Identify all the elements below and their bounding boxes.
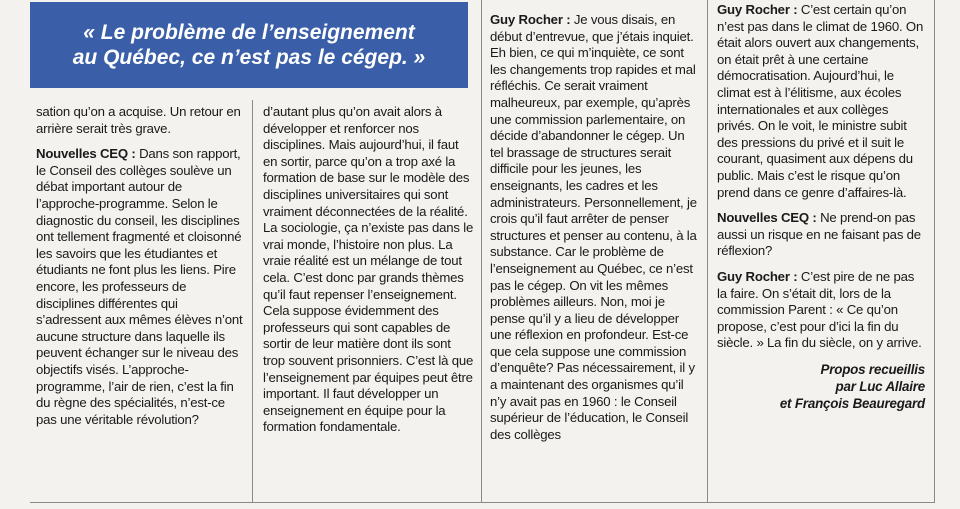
paragraph-text: d’autant plus qu’on avait alors à développer et renforcer nos disciplines. Mais aujourd’hui, il faut en sortir, parce qu’on a trop axé la formation de base sur le modèle des disciplines universitaires qui sont vraiment déconnectées de la réalité. La sociologie, ça n’existe pas dans le vrai monde, l’histoire non plus. La vraie réalité est un mélange de tout cela. C’est donc par grands thèmes qu’il faut repenser l’enseignement. Cela suppose évidemment des professeurs qui sont capables de sortir de leur matière dont ils sont trop souvent prisonniers. C’est là que l’enseignement par équipes peut être important. Il faut développer un enseignement en équipe pour la formation fondamentale. — [263, 104, 474, 435]
paragraph — [263, 104, 475, 436]
column-4 — [717, 2, 925, 412]
paragraph-text: C’est pire de ne pas la faire. On s’était dit, lors de la commission Parent : « Ce qu’on propose, c’est pour d’ici la fin du siècle. » La fin du siècle, on y arrive. — [717, 268, 922, 351]
pull-quote — [30, 2, 468, 88]
speaker-label: Guy Rocher : — [717, 268, 798, 284]
column-1 — [36, 104, 246, 437]
credits-line-1: Propos recueillis — [820, 361, 925, 377]
pull-quote-line-1: « Le problème de l’enseignement — [83, 21, 415, 44]
paragraph-text: C’est certain qu’on n’est pas dans le climat de 1960. On était alors ouvert aux changements, on était prêt à une certaine démocratisation. Aujourd’hui, le climat est à l’élitisme, aux écoles internationales et aux collèges privés. On le voit, le ministre subit des pressions du privé et il suit le courant, quasiment aux dépens du public. Mais c’est le risque qu’on prend dans ce genre d’affaires-là. — [717, 2, 924, 200]
column-3 — [490, 12, 698, 443]
paragraph-text: Ne prend-on pas aussi un risque en ne faisant pas de réflexion? — [717, 210, 921, 259]
paragraph — [717, 269, 925, 352]
column-divider — [252, 100, 253, 502]
credits-line-2: par Luc Allaire — [835, 378, 925, 394]
paragraph — [717, 210, 925, 260]
bottom-rule — [30, 502, 935, 503]
paragraph — [36, 104, 246, 137]
page-edge-rule — [934, 0, 935, 502]
speaker-label: Guy Rocher : — [490, 12, 571, 27]
speaker-label: Nouvelles CEQ : — [717, 210, 817, 226]
paragraph — [717, 2, 925, 201]
paragraph — [490, 12, 698, 443]
credits-line-3: et François Beauregard — [779, 395, 925, 411]
column-divider — [481, 0, 482, 502]
column-divider — [707, 0, 708, 502]
paragraph-text: Dans son rapport, le Conseil des collèges soulève un débat important autour de l’approche-programme. Selon le diagnostic du conseil, les disciplines ont tellement fragmenté et cloisonné les savoirs que les étudiantes et étudiants ne font plus les liens. Pire encore, les professeurs de disciplines différentes qui s’adressent aux mêmes élèves n’ont aucune structure dans laquelle ils peuvent échanger sur le niveau des objectifs visés. L’approche-programme, l’air de rien, c’est la fin du règne des spécialités, n’est-ce pas une véritable révolution? — [36, 146, 243, 427]
speaker-label: Guy Rocher : — [717, 2, 798, 17]
column-2 — [263, 104, 475, 436]
paragraph-text: Je vous disais, en début d’entrevue, que j’étais inquiet. Eh bien, ce qui m’inquiète, ce sont les changements trop rapides et mal réfléchis. Ce serait vraiment malheureux, par exemple, qu’après une commission parlementaire, on décide d’abandonner le cégep. Un tel brassage de structures serait difficile pour les jeunes, les enseignants, les cadres et les administrateurs. Personnellement, je crois qu’il faut arrêter de penser structures et penser au contenu, à la substance. Car le problème de l’enseignement au Québec, ce n’est pas le cégep. On vit les mêmes problèmes ailleurs. Non, moi je pense qu’il y a lieu de développer une réflexion en profondeur. Est-ce que cela suppose une commission d’enquête? Pas nécessairement, il y a maintenant des organismes qu’il n’y avait pas en 1960 : le Conseil supérieur de l’éducation, le Conseil des collèges — [490, 12, 697, 442]
pull-quote-line-2: au Québec, ce n’est pas le cégep. » — [72, 46, 426, 69]
article-credits — [717, 361, 925, 412]
paragraph — [36, 146, 246, 428]
speaker-label: Nouvelles CEQ : — [36, 146, 136, 162]
paragraph-text: sation qu’on a acquise. Un retour en arrière serait très grave. — [36, 104, 241, 136]
